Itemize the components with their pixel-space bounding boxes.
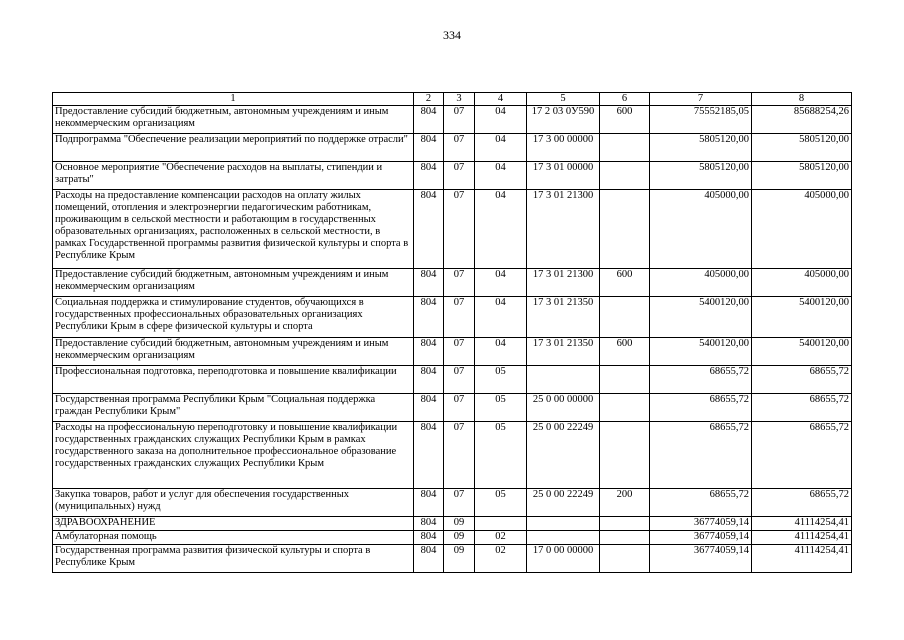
row-expense-type	[600, 190, 650, 269]
row-subsection: 05	[475, 489, 527, 517]
row-amount-col7: 405000,00	[650, 190, 752, 269]
row-ministry-code: 804	[414, 134, 444, 162]
row-amount-col8: 5400120,00	[752, 338, 852, 366]
row-section: 09	[444, 517, 475, 531]
row-target-article: 17 3 00 00000	[527, 134, 600, 162]
page-number: 334	[443, 28, 461, 42]
row-ministry-code: 804	[414, 489, 444, 517]
row-subsection: 02	[475, 531, 527, 545]
row-amount-col7: 36774059,14	[650, 545, 752, 573]
row-amount-col7: 36774059,14	[650, 517, 752, 531]
row-amount-col7: 68655,72	[650, 394, 752, 422]
table-row	[53, 338, 852, 366]
row-expense-type: 600	[600, 338, 650, 366]
row-amount-col7: 36774059,14	[650, 531, 752, 545]
header-col-6: 6	[600, 93, 650, 106]
row-expense-type	[600, 162, 650, 190]
table-row	[53, 190, 852, 269]
row-ministry-code: 804	[414, 106, 444, 134]
table-row	[53, 162, 852, 190]
row-amount-col8: 5805120,00	[752, 162, 852, 190]
row-amount-col7: 5400120,00	[650, 338, 752, 366]
row-section: 07	[444, 190, 475, 269]
table-row	[53, 106, 852, 134]
row-section: 07	[444, 489, 475, 517]
row-target-article: 17 3 01 21300	[527, 269, 600, 297]
row-section: 07	[444, 394, 475, 422]
row-section: 09	[444, 531, 475, 545]
table-row	[53, 134, 852, 162]
row-expense-type	[600, 531, 650, 545]
row-target-article: 17 0 00 00000	[527, 545, 600, 573]
row-amount-col7: 5805120,00	[650, 134, 752, 162]
row-ministry-code: 804	[414, 269, 444, 297]
row-subsection: 04	[475, 269, 527, 297]
row-expense-type: 200	[600, 489, 650, 517]
row-section: 07	[444, 134, 475, 162]
row-section: 07	[444, 297, 475, 338]
row-amount-col7: 405000,00	[650, 269, 752, 297]
table-row	[53, 531, 852, 545]
row-name: Государственная программа Республики Крым "Социальная поддержка граждан Республики Крым"	[53, 394, 414, 422]
row-ministry-code: 804	[414, 422, 444, 489]
row-name: Подпрограмма "Обеспечение реализации мероприятий по поддержке отрасли"	[53, 134, 414, 162]
row-ministry-code: 804	[414, 366, 444, 394]
row-name: Закупка товаров, работ и услуг для обеспечения государственных (муниципальных) нужд	[53, 489, 414, 517]
row-name: Социальная поддержка и стимулирование студентов, обучающихся в государственных профессиональных образовательных организациях Республики Крым в сфере физической культуры и спорта	[53, 297, 414, 338]
row-name: Предоставление субсидий бюджетным, автономным учреждениям и иным некоммерческим организациям	[53, 269, 414, 297]
table-row	[53, 394, 852, 422]
row-amount-col7: 68655,72	[650, 366, 752, 394]
row-section: 07	[444, 162, 475, 190]
row-target-article	[527, 531, 600, 545]
row-name: Основное мероприятие "Обеспечение расходов на выплаты, стипендии и затраты"	[53, 162, 414, 190]
header-col-2: 2	[414, 93, 444, 106]
row-name: Расходы на профессиональную переподготовку и повышение квалификации государственных гражданских служащих Республики Крым в рамках государственного заказа на дополнительное профессиональное образование государственных гражданских служащих Республики Крым	[53, 422, 414, 489]
table-row	[53, 366, 852, 394]
row-expense-type	[600, 134, 650, 162]
row-expense-type	[600, 545, 650, 573]
row-name: Предоставление субсидий бюджетным, автономным учреждениям и иным некоммерческим организациям	[53, 338, 414, 366]
row-name: Предоставление субсидий бюджетным, автономным учреждениям и иным некоммерческим организациям	[53, 106, 414, 134]
row-expense-type	[600, 366, 650, 394]
row-amount-col8: 405000,00	[752, 190, 852, 269]
row-subsection: 04	[475, 162, 527, 190]
row-subsection: 04	[475, 106, 527, 134]
row-ministry-code: 804	[414, 517, 444, 531]
row-expense-type: 600	[600, 269, 650, 297]
row-ministry-code: 804	[414, 338, 444, 366]
header-row	[53, 93, 852, 106]
row-amount-col8: 68655,72	[752, 422, 852, 489]
row-section: 07	[444, 106, 475, 134]
row-section: 09	[444, 545, 475, 573]
table-row	[53, 422, 852, 489]
row-target-article: 17 3 01 21350	[527, 338, 600, 366]
row-name: ЗДРАВООХРАНЕНИЕ	[53, 517, 414, 531]
row-section: 07	[444, 422, 475, 489]
row-subsection: 05	[475, 366, 527, 394]
header-col-7: 7	[650, 93, 752, 106]
row-amount-col7: 68655,72	[650, 422, 752, 489]
row-subsection: 02	[475, 545, 527, 573]
row-amount-col8: 5400120,00	[752, 297, 852, 338]
row-amount-col7: 75552185,05	[650, 106, 752, 134]
row-target-article: 25 0 00 22249	[527, 489, 600, 517]
row-target-article: 17 2 03 0У590	[527, 106, 600, 134]
row-target-article: 17 3 01 00000	[527, 162, 600, 190]
row-amount-col8: 68655,72	[752, 489, 852, 517]
table-row	[53, 269, 852, 297]
row-amount-col8: 41114254,41	[752, 531, 852, 545]
row-amount-col8: 41114254,41	[752, 545, 852, 573]
header-col-5: 5	[527, 93, 600, 106]
row-section: 07	[444, 366, 475, 394]
row-name: Расходы на предоставление компенсации расходов на оплату жилых помещений, отопления и электроэнергии педагогическим работникам, проживающим в сельской местности и работающим в государственных образовательных организациях, расположенных в сельской местности, в рамках Государственной программы развития физической культуры и спорта в Республике Крым	[53, 190, 414, 269]
row-subsection: 04	[475, 134, 527, 162]
row-name: Амбулаторная помощь	[53, 531, 414, 545]
row-target-article	[527, 366, 600, 394]
table-row	[53, 297, 852, 338]
table-row	[53, 517, 852, 531]
row-subsection	[475, 517, 527, 531]
row-expense-type: 600	[600, 106, 650, 134]
row-ministry-code: 804	[414, 531, 444, 545]
row-ministry-code: 804	[414, 297, 444, 338]
row-target-article: 25 0 00 22249	[527, 422, 600, 489]
row-target-article: 25 0 00 00000	[527, 394, 600, 422]
header-col-3: 3	[444, 93, 475, 106]
row-subsection: 05	[475, 394, 527, 422]
header-col-1: 1	[53, 93, 414, 106]
row-amount-col7: 5805120,00	[650, 162, 752, 190]
row-subsection: 04	[475, 190, 527, 269]
table-row	[53, 489, 852, 517]
row-amount-col8: 41114254,41	[752, 517, 852, 531]
row-target-article	[527, 517, 600, 531]
row-section: 07	[444, 269, 475, 297]
header-col-4: 4	[475, 93, 527, 106]
row-target-article: 17 3 01 21300	[527, 190, 600, 269]
row-ministry-code: 804	[414, 545, 444, 573]
row-name: Профессиональная подготовка, переподготовка и повышение квалификации	[53, 366, 414, 394]
row-ministry-code: 804	[414, 162, 444, 190]
row-amount-col8: 68655,72	[752, 394, 852, 422]
row-target-article: 17 3 01 21350	[527, 297, 600, 338]
header-col-8: 8	[752, 93, 852, 106]
row-name: Государственная программа развития физической культуры и спорта в Республике Крым	[53, 545, 414, 573]
row-amount-col8: 68655,72	[752, 366, 852, 394]
row-expense-type	[600, 394, 650, 422]
row-subsection: 04	[475, 297, 527, 338]
row-ministry-code: 804	[414, 190, 444, 269]
row-expense-type	[600, 517, 650, 531]
table-row	[53, 545, 852, 573]
row-expense-type	[600, 297, 650, 338]
row-expense-type	[600, 422, 650, 489]
row-subsection: 04	[475, 338, 527, 366]
row-amount-col8: 405000,00	[752, 269, 852, 297]
row-ministry-code: 804	[414, 394, 444, 422]
budget-table	[52, 92, 852, 573]
row-subsection: 05	[475, 422, 527, 489]
row-section: 07	[444, 338, 475, 366]
row-amount-col7: 68655,72	[650, 489, 752, 517]
row-amount-col8: 85688254,26	[752, 106, 852, 134]
row-amount-col7: 5400120,00	[650, 297, 752, 338]
row-amount-col8: 5805120,00	[752, 134, 852, 162]
